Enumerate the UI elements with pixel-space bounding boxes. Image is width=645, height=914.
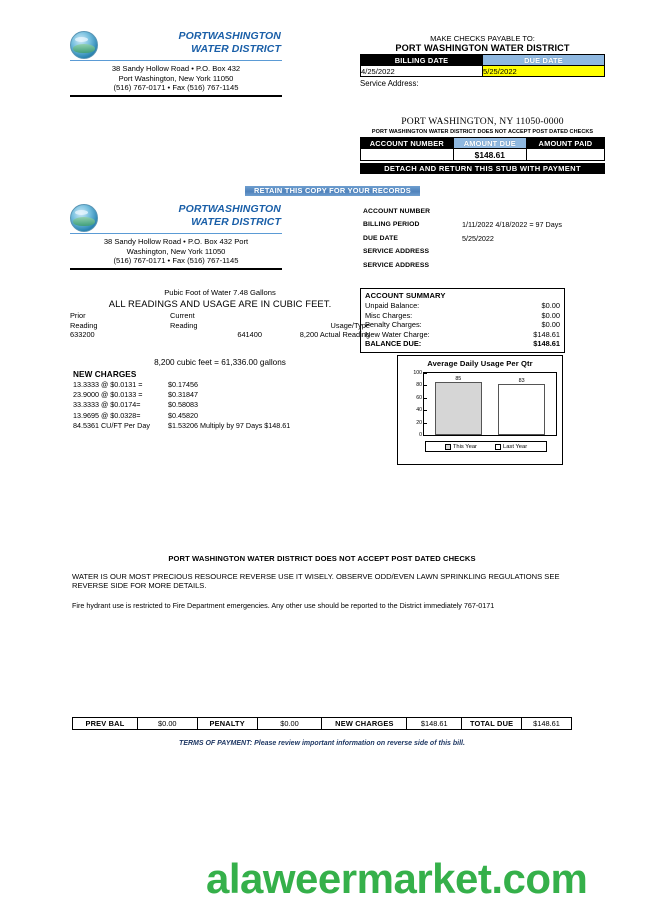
chart-plot-area	[413, 370, 557, 438]
summary-row-label: New Water Charge:	[365, 329, 430, 339]
totals-row-block	[72, 717, 572, 747]
district-name-line2: WATER DISTRICT	[191, 215, 281, 228]
y-tick-label: 60	[416, 394, 422, 401]
charge-line-desc: 23.9000 @ $0.0133 =	[73, 390, 143, 400]
billing-date-value: 4/25/2022	[361, 66, 483, 77]
make-checks-payable-label: MAKE CHECKS PAYABLE TO:	[430, 34, 535, 43]
district-name-line1: PORTWASHINGTON	[178, 30, 281, 42]
account-info-label: ACCOUNT NUMBER	[363, 208, 431, 215]
legend-label: Last Year	[502, 443, 528, 450]
charge-line-desc: 84.5361 CU/FT Per Day	[73, 420, 150, 430]
account-number-header: ACCOUNT NUMBER	[361, 138, 454, 149]
legend-swatch-icon	[495, 444, 501, 450]
cubic-foot-note: Pubic Foot of Water 7.48 Gallons	[164, 288, 276, 297]
payment-stub	[360, 34, 605, 88]
stub-amount-block	[360, 116, 605, 174]
current-reading-header-2: Reading	[170, 320, 198, 330]
account-summary-box	[360, 288, 565, 353]
charge-line-amount: $0.58083	[168, 400, 198, 410]
account-info-value	[461, 205, 607, 218]
new-charges-value: $148.61	[407, 718, 462, 730]
account-info-value: 1/11/2022 4/18/2022 = 97 Days	[461, 220, 562, 230]
no-post-dated-checks-note: PORT WASHINGTON WATER DISTRICT DOES NOT ACCEPT POST DATED CHECKS	[371, 129, 594, 135]
amount-due-header: AMOUNT DUE	[453, 138, 526, 149]
summary-row-value: $0.00	[541, 301, 560, 310]
summary-row-label: Penalty Charges:	[365, 320, 422, 330]
site-watermark: alaweermarket.com	[206, 855, 588, 902]
city-state-zip: PORT WASHINGTON, NY 11050-0000	[401, 116, 564, 127]
account-summary-table	[365, 301, 560, 349]
amount-paid-header: AMOUNT PAID	[526, 138, 604, 149]
letterhead-rule-blue	[70, 60, 282, 61]
globe-water-icon	[70, 204, 98, 232]
globe-water-icon	[70, 31, 98, 59]
legend-label: This Year	[452, 443, 477, 450]
account-info-label: SERVICE ADDRESS	[363, 248, 430, 256]
charge-line-desc: 33.3333 @ $0.0174=	[73, 400, 141, 410]
due-date-header: DUE DATE	[483, 55, 605, 66]
charge-line-amount: $1.53206 Multiply by 97 Days $148.61	[168, 420, 291, 430]
account-info-label: DUE DATE	[363, 234, 399, 242]
due-date-value: 5/25/2022	[483, 66, 605, 77]
service-address-label: Service Address:	[360, 79, 419, 88]
total-due-label: TOTAL DUE	[462, 718, 522, 730]
amount-paid-value[interactable]	[526, 149, 604, 161]
account-info-label: BILLING PERIOD	[363, 221, 420, 229]
usage-header-1	[270, 311, 370, 321]
y-tick-label: 20	[416, 419, 422, 426]
current-reading-header-1: Current	[170, 311, 195, 320]
totals-table	[72, 717, 572, 730]
letterhead-rule-blue	[70, 233, 282, 234]
no-post-dated-checks-notice: PORT WASHINGTON WATER DISTRICT DOES NOT ACCEPT POST DATED CHECKS	[168, 554, 476, 563]
readings-table	[70, 311, 370, 340]
gallons-conversion-line: 8,200 cubic feet = 61,336.00 gallons	[154, 358, 286, 367]
y-tick-label: 100	[413, 370, 422, 376]
letterhead-copy	[70, 203, 282, 270]
amount-due-table	[360, 137, 605, 161]
penalty-value: $0.00	[257, 718, 322, 730]
bar-value-label-this-year: 85	[455, 376, 462, 383]
balance-due-value: $148.61	[533, 339, 560, 349]
amount-due-value: $148.61	[453, 149, 526, 161]
fire-hydrant-notice: Fire hydrant use is restricted to Fire Department emergencies. Any other use should be reported to the District immediately 767-0171	[72, 600, 495, 610]
legend-swatch-icon	[445, 444, 451, 450]
letterhead-top	[70, 30, 282, 97]
payee-name: PORT WASHINGTON WATER DISTRICT	[395, 43, 570, 53]
bar-this-year	[435, 382, 483, 435]
footer-notices	[72, 554, 572, 610]
account-info-label: SERVICE ADDRESS	[363, 261, 430, 269]
prev-bal-label: PREV BAL	[73, 718, 138, 730]
account-info-block	[362, 205, 607, 272]
district-phone2-line: (516) 767-0171 • Fax (516) 767-1145	[113, 256, 239, 266]
y-tick-label: 40	[416, 407, 422, 414]
detach-stub-banner: DETACH AND RETURN THIS STUB WITH PAYMENT	[360, 163, 605, 174]
terms-of-payment: TERMS OF PAYMENT: Please review important information on reverse side of this bill.	[179, 740, 465, 747]
account-info-value	[461, 245, 607, 258]
usage-type-value: 8,200 Actual Reading	[299, 330, 370, 340]
bar-last-year	[498, 384, 546, 435]
billing-date-table	[360, 54, 605, 77]
district-name-line1: PORTWASHINGTON	[178, 203, 281, 215]
district-address-line2: Port Washington, New York 11050	[118, 73, 234, 83]
account-summary-title: ACCOUNT SUMMARY	[365, 291, 446, 300]
charge-line-amount: $0.31847	[168, 390, 198, 400]
prior-reading-header-2: Reading	[70, 320, 98, 330]
summary-row-value: $0.00	[541, 320, 560, 330]
usage-chart	[397, 355, 563, 465]
account-info-value	[461, 259, 607, 272]
new-charges-block	[73, 370, 373, 431]
letterhead-rule-black	[70, 95, 282, 97]
new-charges-title: NEW CHARGES	[73, 370, 137, 379]
billing-date-header: BILLING DATE	[361, 55, 483, 66]
district-address-line1: 38 Sandy Hollow Road • P.O. Box 432	[111, 64, 241, 73]
chart-title: Average Daily Usage Per Qtr	[427, 359, 533, 368]
charge-line-desc: 13.9695 @ $0.0328=	[73, 410, 141, 420]
charge-line-desc: 13.3333 @ $0.0131 =	[73, 380, 143, 389]
legend-item-last-year	[495, 444, 527, 450]
letterhead-rule-black	[70, 268, 282, 270]
retain-copy-banner: RETAIN THIS COPY FOR YOUR RECORDS	[245, 186, 420, 196]
penalty-label: PENALTY	[197, 718, 257, 730]
y-tick-label: 0	[419, 432, 422, 438]
district-name-line2: WATER DISTRICT	[191, 42, 281, 55]
prev-bal-value: $0.00	[137, 718, 197, 730]
summary-row-value: $0.00	[541, 310, 560, 320]
usage-type-header: Usage/Type	[330, 320, 370, 330]
new-charges-table	[73, 380, 290, 431]
district-phone-line: (516) 767-0171 • Fax (516) 767-1145	[113, 83, 239, 93]
all-readings-note: ALL READINGS AND USAGE ARE IN CUBIC FEET.	[108, 298, 332, 309]
total-due-value: $148.61	[522, 718, 572, 730]
water-conservation-notice: WATER IS OUR MOST PRECIOUS RESOURCE REVERSE USE IT WISELY. OBSERVE ODD/EVEN LAWN SPRINKLING REGULATIONS SEE REVERSE SIDE FOR MORE DETAILS.	[72, 572, 560, 591]
readings-block	[70, 288, 370, 340]
district-address2-line1: 38 Sandy Hollow Road • P.O. Box 432 Port	[103, 237, 249, 246]
account-number-value	[361, 149, 454, 161]
summary-row-label: Misc Charges:	[365, 310, 413, 320]
summary-row-label: Unpaid Balance:	[365, 301, 420, 310]
district-address2-line2: Washington, New York 11050	[126, 246, 226, 256]
current-reading-value: 641400	[237, 330, 262, 340]
chart-legend	[425, 441, 547, 452]
summary-row-value: $148.61	[533, 329, 560, 339]
balance-due-label: BALANCE DUE:	[365, 339, 422, 349]
prior-reading-value: 633200	[70, 330, 95, 340]
new-charges-label: NEW CHARGES	[322, 718, 407, 730]
bar-value-label-last-year: 83	[518, 377, 525, 384]
legend-item-this-year	[445, 444, 477, 450]
prior-reading-header-1: Prior	[70, 311, 86, 320]
charge-line-amount: $0.17456	[168, 380, 198, 389]
charge-line-amount: $0.45820	[168, 410, 198, 420]
y-tick-label: 80	[416, 382, 422, 389]
account-info-value: 5/25/2022	[461, 233, 494, 243]
